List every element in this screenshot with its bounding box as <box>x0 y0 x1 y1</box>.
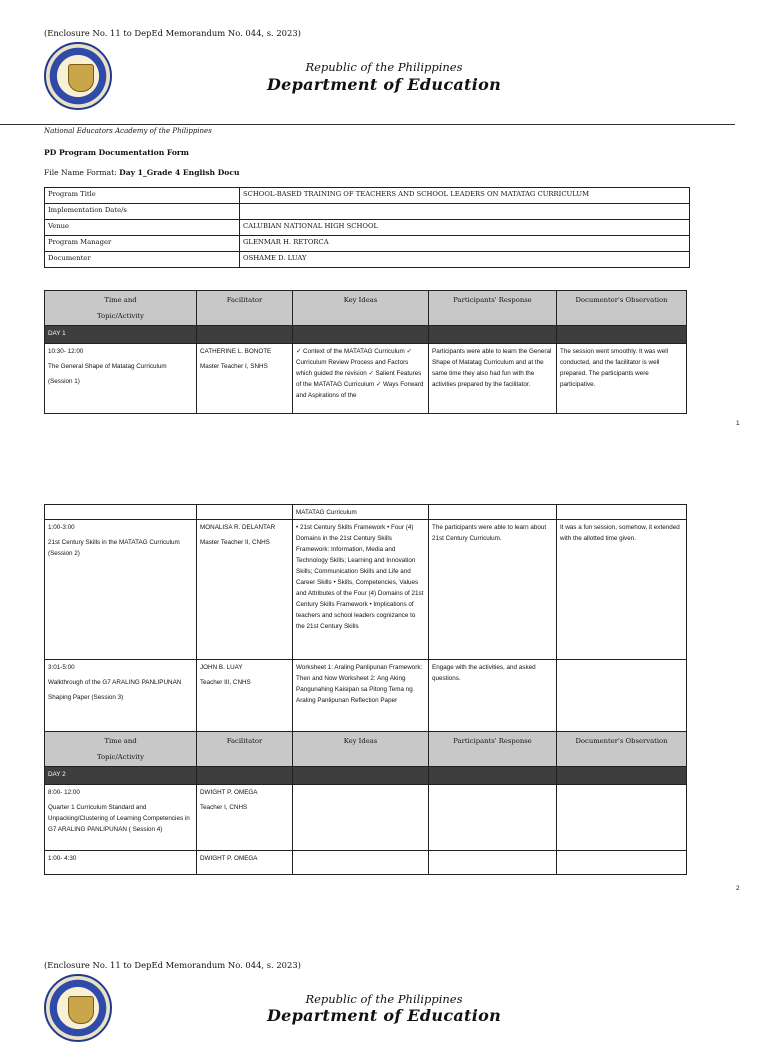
session-time-topic: 3:01-5:00 Walkthrough of the G7 ARALING PANLIPUNAN Shaping Paper (Session 3) <box>45 660 197 732</box>
file-name-format <box>44 168 240 177</box>
table-row <box>45 851 687 875</box>
page-number: 2 <box>736 885 740 892</box>
session-time-topic: 1:00- 4:30 <box>45 851 197 875</box>
documenter-value: OSHAME D. LUAY <box>240 252 690 268</box>
session-facilitator: DWIGHT P. OMEGA Teacher I, CNHS <box>197 785 293 851</box>
republic-heading: Republic of the Philippines <box>305 992 463 1006</box>
form-title: PD Program Documentation Form <box>44 148 189 157</box>
continued-key-ideas: MATATAG Curriculum <box>293 505 429 520</box>
col-response: Participants' Response <box>429 732 557 767</box>
program-manager-value: GLENMAR H. RETORCA <box>240 236 690 252</box>
program-manager-label: Program Manager <box>45 236 240 252</box>
session-key-ideas: ✓ Context of the MATATAG Curriculum ✓ Curriculum Review Process and Factors which guided the revision ✓ Salient Features of the MATATAG Curriculum ✓ Ways Forward and Aspirations of the <box>293 344 429 414</box>
session-response: Participants were able to learn the General Shape of Matatag Curriculum and at the same time they also had fun with the activities prepared by the facilitator. <box>429 344 557 414</box>
col-response: Participants' Response <box>429 291 557 326</box>
table-header-row <box>45 732 687 767</box>
header-divider <box>0 124 735 125</box>
session-response: Engage with the activities, and asked questions. <box>429 660 557 732</box>
enclosure-note: (Enclosure No. 11 to DepEd Memorandum No. 044, s. 2023) <box>44 28 301 38</box>
session-key-ideas: • 21st Century Skills Framework • Four (4) Domains in the 21st Century Skills Framework: Information, Media and Technology Skills; Learning and Innovation Skills; Communication Skills and Life and Career Skills • Skills, Competencies, Values and Attributes of the Four (4) Domains of 21st Century Skills Framework • Implications of teachers and school leaders cognizance to the 21st Century Skills <box>293 520 429 660</box>
department-heading: Department of Education <box>266 1006 502 1025</box>
table-row <box>45 785 687 851</box>
table-row <box>45 520 687 660</box>
table-row <box>45 505 687 520</box>
col-observation: Documenter's Observation <box>557 291 687 326</box>
implementation-date-label: Implementation Date/s <box>45 204 240 220</box>
table-row <box>45 220 690 236</box>
implementation-date-value <box>240 204 690 220</box>
program-info-table <box>44 187 690 268</box>
session-observation: It was a fun session, somehow, it extended with the allotted time given. <box>557 520 687 660</box>
table-row <box>45 204 690 220</box>
day-row <box>45 767 687 785</box>
republic-heading: Republic of the Philippines <box>305 60 463 74</box>
file-name-value: Day 1_Grade 4 English Docu <box>119 168 240 177</box>
session-facilitator: MONALISA R. DELANTAR Master Teacher II, CNHS <box>197 520 293 660</box>
table-row <box>45 252 690 268</box>
col-time-topic: Time and Topic/Activity <box>45 732 197 767</box>
program-title-label: Program Title <box>45 188 240 204</box>
col-facilitator: Facilitator <box>197 291 293 326</box>
table-row <box>45 660 687 732</box>
session-time-topic: 8:00- 12:00 Quarter 1 Curriculum Standard and Unpacking/Clustering of Learning Competencies in G7 ARALING PANLIPUNAN ( Session 4) <box>45 785 197 851</box>
day-label: DAY 1 <box>45 326 197 344</box>
department-heading: Department of Education <box>266 75 502 94</box>
session-facilitator: CATHERINE L. BONOTE Master Teacher I, SNHS <box>197 344 293 414</box>
venue-label: Venue <box>45 220 240 236</box>
file-name-label: File Name Format: <box>44 168 120 177</box>
table-row <box>45 236 690 252</box>
documenter-label: Documenter <box>45 252 240 268</box>
table-header-row <box>45 291 687 326</box>
documentation-table-page1 <box>44 290 687 414</box>
session-observation <box>557 660 687 732</box>
col-facilitator: Facilitator <box>197 732 293 767</box>
session-time-topic: 1:00-3:00 21st Century Skills in the MATATAG Curriculum (Session 2) <box>45 520 197 660</box>
documentation-table-page2 <box>44 504 687 875</box>
session-key-ideas: Worksheet 1: Araling Panlipunan Framework: Then and Now Worksheet 2: Ang Aking Pangunahing Kaisipan sa Pitong Tema ng Araling Panlipunan Reflection Paper <box>293 660 429 732</box>
table-row <box>45 344 687 414</box>
page-number: 1 <box>736 420 740 427</box>
session-facilitator: JOHN B. LUAY Teacher III, CNHS <box>197 660 293 732</box>
program-title-value: SCHOOL-BASED TRAINING OF TEACHERS AND SCHOOL LEADERS ON MATATAG CURRICULUM <box>240 188 690 204</box>
col-key-ideas: Key Ideas <box>293 291 429 326</box>
day-row <box>45 326 687 344</box>
enclosure-note: (Enclosure No. 11 to DepEd Memorandum No. 044, s. 2023) <box>44 960 301 970</box>
session-time-topic: 10:30- 12:00 The General Shape of Matatag Curriculum (Session 1) <box>45 344 197 414</box>
table-row <box>45 188 690 204</box>
col-observation: Documenter's Observation <box>557 732 687 767</box>
academy-name: National Educators Academy of the Philippines <box>44 127 212 135</box>
venue-value: CALUBIAN NATIONAL HIGH SCHOOL <box>240 220 690 236</box>
day-label: DAY 2 <box>45 767 197 785</box>
col-time-topic: Time and Topic/Activity <box>45 291 197 326</box>
session-facilitator: DWIGHT P. OMEGA <box>197 851 293 875</box>
session-response: The participants were able to learn about 21st Century Curriculum. <box>429 520 557 660</box>
session-observation: The session went smoothly. It was well conducted, and the facilitator is well prepared. The participants were participative. <box>557 344 687 414</box>
col-key-ideas: Key Ideas <box>293 732 429 767</box>
